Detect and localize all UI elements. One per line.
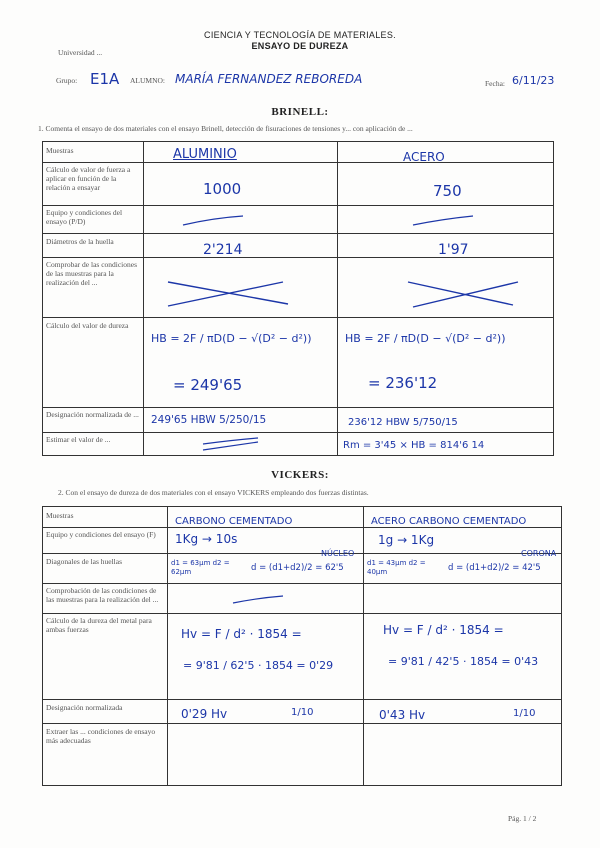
vickers-label-equipo: Equipo y condiciones del ensayo (F): [46, 530, 156, 539]
vickers-label-diagonales: Diagonales de las huellas: [46, 557, 123, 566]
vickers-label-comprobacion: Comprobación de las condiciones de las muestras para la realización del ...: [46, 586, 159, 604]
title-line-1: CIENCIA Y TECNOLOGÍA DE MATERIALES.: [204, 30, 396, 40]
vickers-question: 2. Con el ensayo de dureza de dos materiales con el ensayo VICKERS empleando dos fuerzas distintas.: [58, 488, 369, 497]
brinell-question: 1. Comenta el ensayo de dos materiales con el ensayo Brinell, detección de fisuraciones de tensiones y... con aplicación de ...: [38, 124, 413, 133]
vickers-col2-designacion-b: 1/10: [513, 708, 536, 719]
vickers-label-muestras: Muestras: [46, 511, 74, 520]
brinell-label-designacion: Designación normalizada de ...: [46, 410, 139, 419]
vickers-col1-formula: Hv = F / d² · 1854 =: [181, 627, 302, 641]
brinell-label-fuerza: Cálculo de valor de fuerza a aplicar en función de la relación a ensayar: [46, 165, 131, 192]
brinell-label-estimar: Estimar el valor de ...: [46, 435, 111, 444]
alumno-label: ALUMNO:: [130, 76, 165, 85]
vickers-table: [42, 506, 562, 786]
brinell-label-equipo: Equipo y condiciones del ensayo (P/D): [46, 208, 123, 226]
vickers-label-calculo: Cálculo de la dureza del metal para ambas fuerzas: [46, 616, 152, 634]
alumno-value: MARÍA FERNANDEZ REBOREDA: [175, 72, 363, 86]
vickers-label-designacion: Designación normalizada: [46, 703, 123, 712]
vickers-col1-designacion: 0'29 Hv: [181, 707, 228, 721]
vickers-col2-equipo: 1g → 1Kg: [378, 533, 435, 547]
brinell-label-muestras: Muestras: [46, 146, 74, 155]
vickers-label-extraer: Extraer las ... condiciones de ensayo más adecuadas: [46, 727, 156, 745]
title-line-2: ENSAYO DE DUREZA: [251, 41, 349, 51]
grupo-label: Grupo:: [56, 76, 78, 85]
brinell-pen-strokes: [43, 142, 553, 455]
page-number: Pág. 1 / 2: [508, 814, 537, 823]
brinell-label-diametro: Diámetros de la huella: [46, 237, 114, 246]
fecha-value: 6/11/23: [512, 74, 555, 87]
vickers-col2-corona: CORONA: [521, 549, 557, 558]
vickers-col2-formula: Hv = F / d² · 1854 =: [383, 623, 504, 637]
vickers-col1-equipo: 1Kg → 10s: [175, 532, 238, 546]
vickers-col2-diag: d1 = 43μm d2 = 40μm: [367, 559, 426, 576]
vickers-col1-diag: d1 = 63μm d2 = 62μm: [171, 559, 230, 576]
brinell-title: BRINELL:: [271, 106, 329, 118]
brinell-label-comprobar: Comprobar de las condiciones de las muestras para la realización del ...: [46, 260, 138, 287]
brinell-col2-designacion: 236'12 HBW 5/750/15: [348, 417, 458, 428]
fecha-label: Fecha:: [485, 79, 505, 88]
vickers-col2-designacion: 0'43 Hv: [379, 708, 426, 722]
vickers-title: VICKERS:: [271, 469, 329, 481]
brinell-label-calculo: Cálculo del valor de dureza: [46, 321, 129, 330]
vickers-col1-muestra: CARBONO CEMENTADO: [175, 516, 293, 527]
brinell-col2-fuerza: 750: [433, 182, 462, 200]
brinell-col1-designacion: 249'65 HBW 5/250/15: [151, 414, 267, 426]
vickers-col1-diag-calc: d = (d1+d2)/2 = 62'5: [251, 563, 344, 573]
grupo-value: E1A: [90, 70, 120, 88]
vickers-pen-strokes: [43, 507, 561, 785]
brinell-col1-fuerza: 1000: [203, 180, 242, 198]
universidad-label: Universidad ...: [58, 48, 103, 57]
vickers-col2-calc: = 9'81 / 42'5 · 1854 = 0'43: [388, 655, 539, 668]
vickers-col1-calc: = 9'81 / 62'5 · 1854 = 0'29: [183, 659, 334, 672]
vickers-col2-muestra: ACERO CARBONO CEMENTADO: [371, 516, 527, 527]
vickers-col2-diag-calc: d = (d1+d2)/2 = 42'5: [448, 563, 541, 573]
brinell-col2-estimar: Rm = 3'45 × HB = 814'6 14: [343, 440, 485, 451]
brinell-col2-resultado: = 236'12: [368, 374, 438, 392]
brinell-col2-muestra: ACERO: [403, 150, 445, 164]
brinell-col1-diametro: 2'214: [203, 242, 243, 258]
vickers-col1-designacion-b: 1/10: [291, 707, 314, 718]
brinell-col2-formula: HB = 2F / πD(D − √(D² − d²)): [345, 332, 506, 345]
vickers-col1-nucleo: NÚCLEO: [321, 549, 355, 558]
brinell-table: [42, 141, 554, 456]
brinell-col2-diametro: 1'97: [438, 242, 469, 258]
brinell-col1-muestra: ALUMINIO: [173, 147, 237, 162]
brinell-col1-resultado: = 249'65: [173, 376, 243, 394]
brinell-col1-formula: HB = 2F / πD(D − √(D² − d²)): [151, 332, 312, 345]
